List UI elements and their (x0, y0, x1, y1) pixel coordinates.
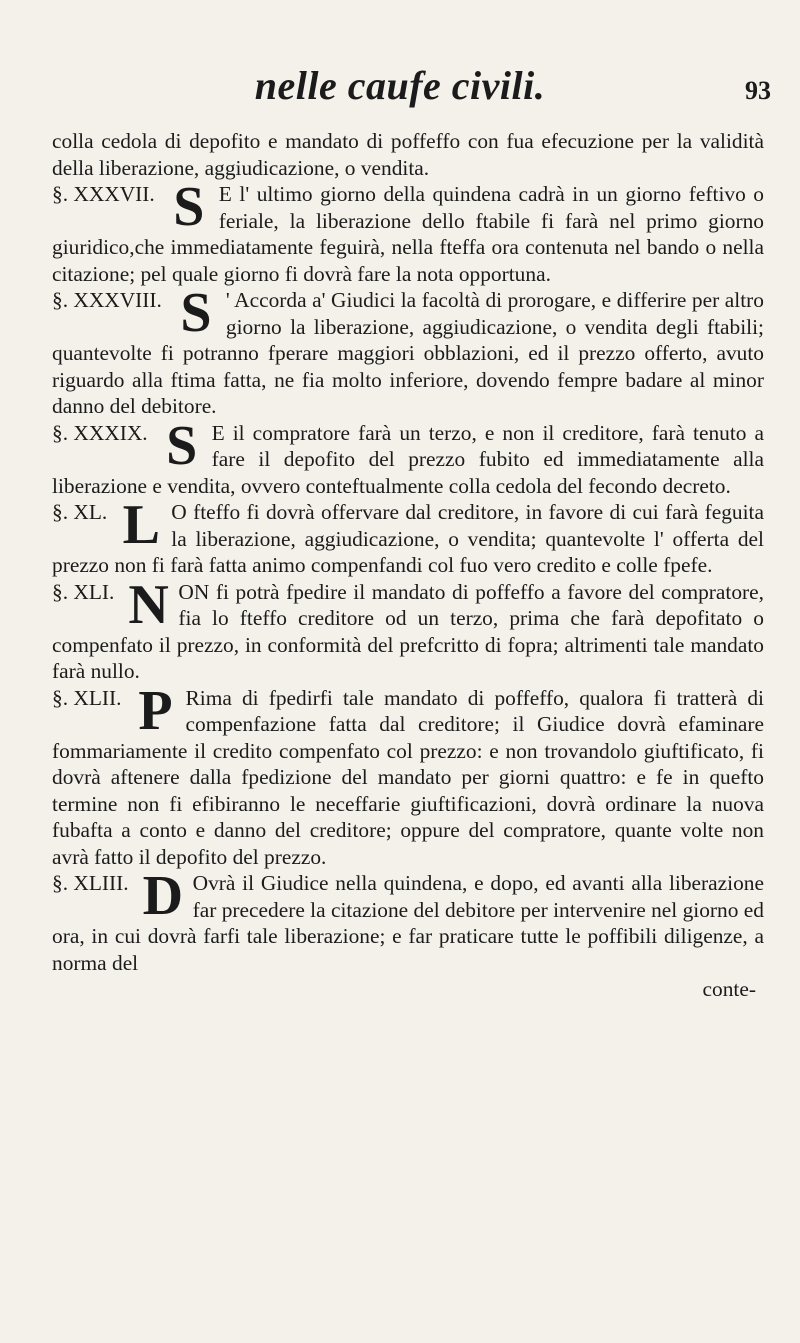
paragraph-text: ON fi potrà fpedire il mandato di poffeffo a favore del compratore, fia lo fteffo creditore od un terzo, prima che farà depofitato o compenfato il prezzo, in conformità del prefcritto di fopra; altrimenti tale mandato farà nullo. (52, 579, 764, 683)
page-number: 93 (745, 76, 771, 105)
paragraph-text: E il compratore farà un terzo, e non il creditore, farà tenuto a fare il depofito del prezzo fubito ed immediatamente alla liberazione e vendita, ovvero conteftualmente colla cedola del fecondo decreto. (52, 420, 764, 498)
drop-cap: S (166, 414, 198, 477)
page-body (52, 128, 764, 1003)
section-number: §. XXXIX. (52, 420, 148, 445)
drop-cap: P (138, 679, 173, 742)
paragraph-text: E l' ultimo giorno della quindena cadrà in un giorno feftivo o feriale, la liberazione dello ftabile fi farà nel primo giorno giuridico,che immediatamente feguirà, nella fteffa ora contenuta nel bando o nella citazione; pel quale giorno fi dovrà fare la nota opportuna. (52, 182, 764, 286)
paragraph-text: Rima di fpedirfi tale mandato di poffeffo, qualora fi tratterà di compenfazione fatta dal creditore; il Giudice dovrà efaminare fommariamente il credito compenfato col prezzo: e non trovandolo giuftificato, fi dovrà aftenere dalla fpedizione del mandato per giorni quattro: e fe in quefto termine non fi efibiranno le neceffarie giuftificazioni, dovrà ordinare la nuova fubafta a conto e danno del creditore; oppure del compratore, quante volte non avrà fatto il depofito del prezzo. (52, 685, 764, 869)
paragraph-text: colla cedola di depofito e mandato di poffeffo con fua efecuzione per la validità della liberazione, aggiudicazione, o vendita. (52, 129, 764, 180)
section-number: §. XXXVII. (52, 182, 155, 206)
drop-cap: S (173, 176, 205, 238)
running-head (0, 62, 800, 110)
catchword: conte- (702, 977, 756, 1001)
section-number: §. XLIII. (52, 871, 129, 895)
paragraph-continued (52, 128, 764, 181)
drop-cap: L (122, 494, 160, 556)
section-xxxix (52, 414, 764, 500)
section-xxxvii (52, 176, 764, 287)
drop-cap: S (180, 282, 212, 344)
paragraph-text: ' Accorda a' Giudici la facoltà di prorogare, e differire per altro giorno la liberazione, aggiudicazione, o vendita degli ftabili; quantevolte fi potranno fperare maggiori obblazioni, ed il prezzo offerto, avuto riguardo alla ftima fatta, ne fia molto inferiore, dovendo fempre badare al minor danno del debitore. (52, 288, 764, 418)
drop-cap: N (128, 573, 169, 636)
section-number: §. XXXVIII. (52, 288, 162, 312)
section-number: §. XL. (52, 500, 108, 524)
section-xliii (52, 865, 764, 976)
section-xli (52, 573, 764, 685)
drop-cap: D (142, 865, 184, 927)
running-title: nelle caufe civili. (254, 63, 546, 108)
section-xl (52, 494, 764, 579)
section-xlii (52, 679, 764, 871)
section-xxxviii (52, 282, 764, 420)
paragraph-text: Ovrà il Giudice nella quindena, e dopo, ed avanti alla liberazione far precedere la citazione del debitore per intervenire nel giorno ed ora, in cui dovrà farfi tale liberazione; e far praticare tutte le poffibili diligenze, a norma del (52, 871, 764, 975)
section-number: §. XLII. (52, 685, 122, 710)
section-number: §. XLI. (52, 579, 115, 604)
paragraph-text: O fteffo fi dovrà offervare dal creditore, in favore di cui farà feguita la liberazione, aggiudicazione, o vendita; quantevolte l' offerta del prezzo non fi farà fatta animo compenfandi col fuo vero credito e colle fpefe. (52, 500, 764, 577)
